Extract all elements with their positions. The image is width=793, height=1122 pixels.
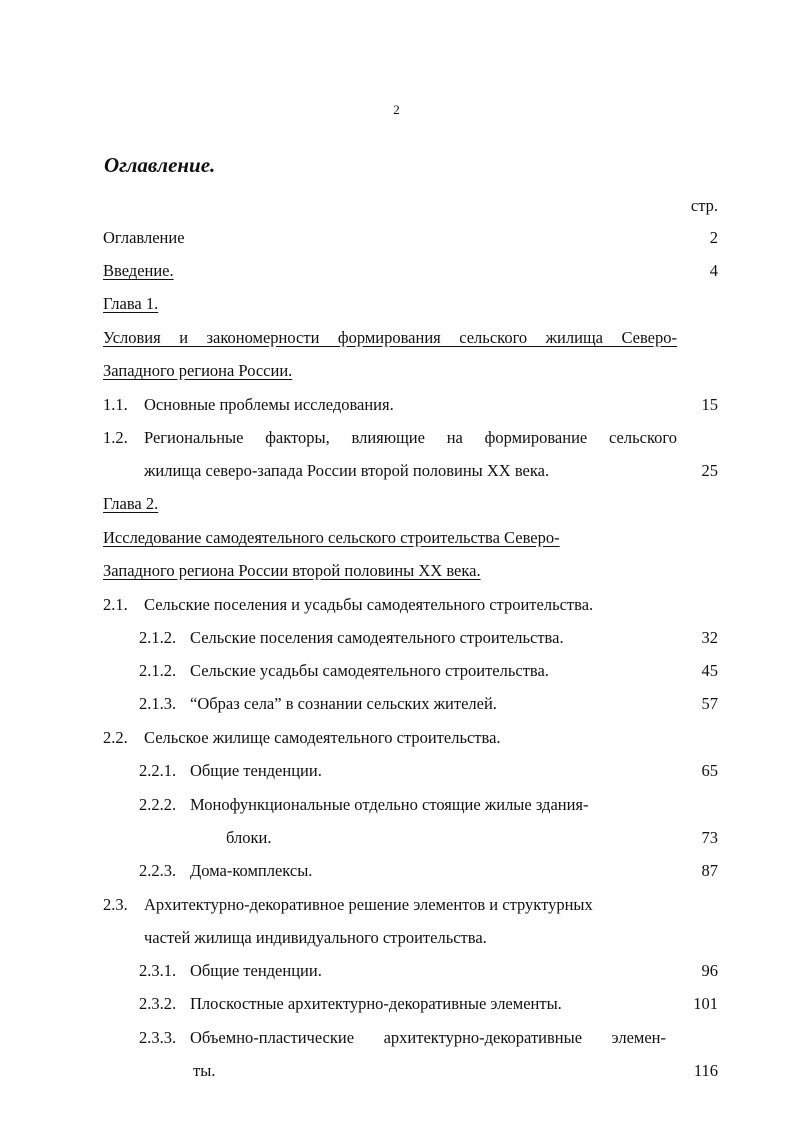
chapter-title-line: Исследование самодеятельного сельского строительства Северо- xyxy=(103,528,560,547)
toc-subsection-2-1-c[interactable] xyxy=(0,692,793,716)
toc-section-2-2[interactable] xyxy=(0,726,793,750)
toc-entry-text: блоки. xyxy=(226,828,272,847)
toc-entry-text: Региональные факторы, влияющие на формирование сельского xyxy=(144,428,677,447)
toc-subsection-2-2-c[interactable] xyxy=(0,859,793,883)
toc-subsection-2-2-b-cont[interactable] xyxy=(0,826,793,850)
toc-entry-text: жилища северо-запада России второй половины XX века. xyxy=(144,461,550,480)
toc-subsection-2-1-b[interactable] xyxy=(0,659,793,683)
toc-chapter-2-title-cont[interactable] xyxy=(0,559,793,583)
toc-chapter-1-title[interactable] xyxy=(0,326,793,350)
toc-page-number: 15 xyxy=(701,395,718,414)
toc-entry-text: Общие тенденции. xyxy=(190,761,322,780)
toc-page-number: 101 xyxy=(693,994,718,1013)
toc-entry-intro[interactable] xyxy=(0,259,793,283)
page-title: Оглавление. xyxy=(104,153,216,177)
toc-page-number: 57 xyxy=(701,694,718,713)
toc-page-number: 32 xyxy=(701,628,718,647)
toc-page-number: 65 xyxy=(701,761,718,780)
section-number: 2.3.1. xyxy=(139,961,177,980)
section-number: 2.3. xyxy=(103,895,128,914)
toc-section-1-2[interactable] xyxy=(0,426,793,450)
section-number: 2.1.2. xyxy=(139,661,177,680)
toc-subsection-2-3-c[interactable] xyxy=(0,1026,793,1050)
section-number: 2.2.2. xyxy=(139,795,177,814)
toc-subsection-2-3-b[interactable] xyxy=(0,992,793,1016)
toc-subsection-2-2-b[interactable] xyxy=(0,793,793,817)
toc-entry-text: Сельское жилище самодеятельного строительства. xyxy=(144,728,501,747)
chapter-title-line: Условия и закономерности формирования сельского жилища Северо- xyxy=(103,328,677,347)
chapter-title-line: Западного региона России. xyxy=(103,361,293,380)
toc-subsection-2-3-a[interactable] xyxy=(0,959,793,983)
toc-entry-text: Общие тенденции. xyxy=(190,961,322,980)
section-number: 1.1. xyxy=(103,395,128,414)
chapter-label: Глава 2. xyxy=(103,494,159,513)
toc-entry-text: Дома-комплексы. xyxy=(190,861,313,880)
page-column-label: стр. xyxy=(690,196,718,215)
section-number: 2.1. xyxy=(103,595,128,614)
section-number: 2.2.1. xyxy=(139,761,177,780)
toc-entry-text: частей жилища индивидуального строительства. xyxy=(144,928,487,947)
toc-entry-text: ты. xyxy=(193,1061,216,1080)
toc-subsection-2-2-a[interactable] xyxy=(0,759,793,783)
toc-subsection-2-3-c-cont[interactable] xyxy=(0,1059,793,1083)
section-number: 2.1.2. xyxy=(139,628,177,647)
toc-entry-text: Архитектурно-декоративное решение элементов и структурных xyxy=(144,895,593,914)
toc-page-number: 25 xyxy=(701,461,718,480)
toc-subsection-2-1-a[interactable] xyxy=(0,626,793,650)
toc-section-2-1[interactable] xyxy=(0,593,793,617)
toc-entry-text: Сельские поселения и усадьбы самодеятельного строительства. xyxy=(144,595,594,614)
toc-chapter-1-title-cont[interactable] xyxy=(0,359,793,383)
toc-page-number: 2 xyxy=(709,228,718,247)
chapter-label: Глава 1. xyxy=(103,294,159,313)
toc-page-number: 4 xyxy=(709,261,718,280)
toc-entry-text: Объемно-пластические архитектурно-декоративные элемен- xyxy=(190,1028,666,1047)
toc-entry-text: Монофункциональные отдельно стоящие жилые здания- xyxy=(190,795,589,814)
section-number: 2.1.3. xyxy=(139,694,177,713)
toc-page-number: 73 xyxy=(701,828,718,847)
toc-entry-text: Плоскостные архитектурно-декоративные элементы. xyxy=(190,994,562,1013)
toc-chapter-2-title[interactable] xyxy=(0,526,793,550)
toc-entry-text: Введение. xyxy=(103,261,174,280)
toc-section-2-3-cont[interactable] xyxy=(0,926,793,950)
toc-entry-text: Сельские усадьбы самодеятельного строительства. xyxy=(190,661,549,680)
toc-entry-text: Сельские поселения самодеятельного строительства. xyxy=(190,628,564,647)
toc-section-1-2-cont[interactable] xyxy=(0,459,793,483)
toc-entry-contents[interactable] xyxy=(0,226,793,250)
section-number: 1.2. xyxy=(103,428,128,447)
chapter-title-line: Западного региона России второй половины XX века. xyxy=(103,561,481,580)
section-number: 2.3.3. xyxy=(139,1028,177,1047)
toc-page-number: 116 xyxy=(693,1061,718,1080)
section-number: 2.3.2. xyxy=(139,994,177,1013)
toc-page-number: 45 xyxy=(701,661,718,680)
toc-chapter-2-label[interactable] xyxy=(0,492,793,516)
toc-page-number: 87 xyxy=(701,861,718,880)
toc-page-number: 96 xyxy=(701,961,718,980)
toc-entry-text: Основные проблемы исследования. xyxy=(144,395,394,414)
toc-entry-text: Оглавление xyxy=(103,228,185,247)
page-number: 2 xyxy=(393,102,400,117)
toc-chapter-1-label[interactable] xyxy=(0,292,793,316)
toc-section-1-1[interactable] xyxy=(0,393,793,417)
section-number: 2.2.3. xyxy=(139,861,177,880)
toc-entry-text: “Образ села” в сознании сельских жителей. xyxy=(190,694,497,713)
section-number: 2.2. xyxy=(103,728,128,747)
toc-section-2-3[interactable] xyxy=(0,893,793,917)
